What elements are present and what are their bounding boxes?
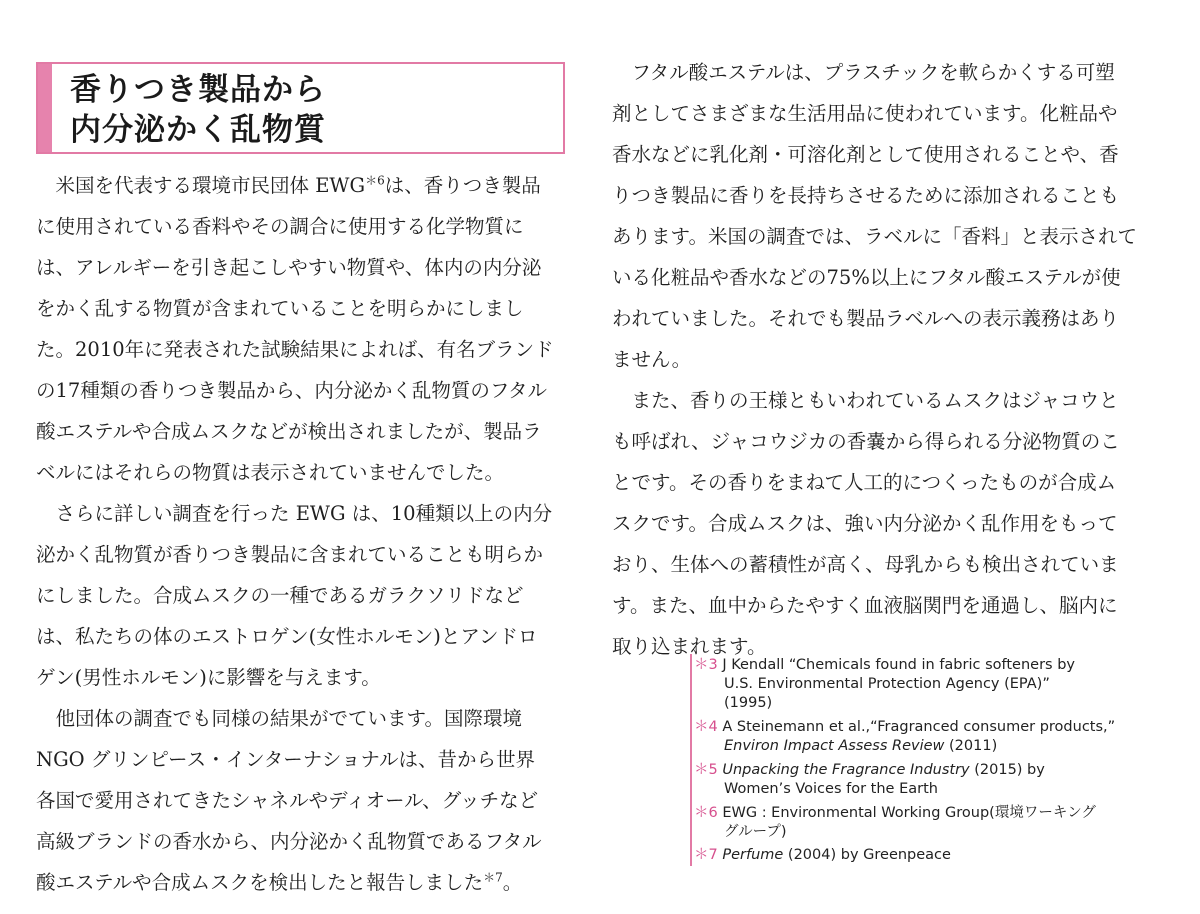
footnote-text: J Kendall “Chemicals found in fabric softeners by [722, 657, 1075, 673]
text-line: は、私たちの体のエストロゲン(女性ホルモン)とアンドロ [36, 625, 538, 648]
footnote-5 [694, 761, 1045, 799]
section-heading-box [36, 62, 565, 154]
footnote-line: (1995) [724, 695, 773, 711]
footnote-mark: ＊5 [694, 762, 718, 778]
footnote-line: グループ) [724, 824, 787, 840]
paragraph-phthalates [612, 52, 1157, 380]
text-line: 高級ブランドの香水から、内分泌かく乱物質であるフタル [36, 830, 542, 853]
paragraph-ewg [36, 165, 576, 493]
footnote-line [694, 804, 1096, 823]
text-line: ベルにはそれらの物質は表示されていませんでした。 [36, 461, 505, 484]
footnote-line [694, 737, 1115, 756]
text-run: は、香りつき製品 [384, 174, 541, 197]
footnote-mark: ＊4 [694, 719, 718, 735]
text-line [36, 165, 576, 206]
footnote-text: A Steinemann et al.,“Fragranced consumer products,” [722, 719, 1116, 735]
paragraph-musk [612, 380, 1157, 667]
text-line: は、アレルギーを引き起こしやすい物質や、体内の内分泌 [36, 256, 542, 279]
footnote-3 [694, 656, 1075, 713]
text-line: にしました。合成ムスクの一種であるガラクソリドなど [36, 584, 524, 607]
footnote-line [694, 846, 951, 865]
footnote-7 [694, 846, 951, 865]
footnote-ref: ＊7 [483, 870, 503, 885]
text-line: 他団体の調査でも同様の結果がでています。国際環境 [36, 707, 522, 730]
text-line: われていました。それでも製品ラベルへの表示義務はあり [612, 307, 1120, 330]
text-line: の17種類の香りつき製品から、内分泌かく乱物質のフタル [36, 379, 547, 402]
report-title: Unpacking the Fragrance Industry [722, 762, 970, 778]
footnote-mark: ＊6 [694, 805, 718, 821]
journal-title: Environ Impact Assess Review [724, 738, 945, 754]
text-line: スクです。合成ムスクは、強い内分泌かく乱作用をもって [612, 512, 1118, 535]
footnote-6 [694, 804, 1096, 842]
text-line: す。また、血中からたやすく血液脳関門を通過し、脳内に [612, 594, 1118, 617]
heading-line-1: 香りつき製品から [70, 72, 326, 108]
text-line: また、香りの王様ともいわれているムスクはジャコウと [612, 389, 1119, 412]
text-line: をかく乱する物質が含まれていることを明らかにしまし [36, 297, 524, 320]
footnote-line [694, 718, 1115, 737]
text-line: りつき製品に香りを長持ちさせるために添加されることも [612, 184, 1120, 207]
report-title: Perfume [722, 847, 784, 863]
paragraph-greenpeace [36, 698, 576, 903]
text-line: 泌かく乱物質が香りつき製品に含まれていることも明らか [36, 543, 544, 566]
text-line [36, 862, 576, 903]
text-line: ゲン(男性ホルモン)に影響を与えます。 [36, 666, 381, 689]
text-line: NGO グリンピース・インターナショナルは、昔から世界 [36, 748, 536, 771]
footnote-ref: ＊6 [365, 173, 385, 188]
text-line: に使用されている香料やその調合に使用する化学物質に [36, 215, 524, 238]
text-line: 香水などに乳化剤・可溶化剤として使用されることや、香 [612, 143, 1119, 166]
footnote-text: (2015) by [969, 762, 1045, 778]
text-line: さらに詳しい調査を行った EWG は、10種類以上の内分 [36, 502, 553, 525]
footnote-line: Women’s Voices for the Earth [724, 781, 938, 797]
text-run: 。 [502, 871, 523, 894]
text-line: おり、生体への蓄積性が高く、母乳からも検出されていま [612, 553, 1119, 576]
text-line: とです。その香りをまねて人工的につくったものが合成ム [612, 471, 1117, 494]
text-line: も呼ばれ、ジャコウジカの香嚢から得られる分泌物質のこ [612, 430, 1120, 453]
footnote-mark: ＊7 [694, 847, 718, 863]
text-line: あります。米国の調査では、ラベルに「香料」と表示されて [612, 225, 1137, 248]
footnote-text: (2011) [944, 738, 998, 754]
text-run: 酸エステルや合成ムスクを検出したと報告しました [36, 871, 484, 894]
heading-line-2: 内分泌かく乱物質 [70, 112, 326, 148]
section-heading [70, 70, 326, 150]
text-run: 米国を代表する環境市民団体 EWG [36, 174, 366, 197]
text-line: た。2010年に発表された試験結果によれば、有名ブランド [36, 338, 554, 361]
footnote-text: (2004) by Greenpeace [783, 847, 951, 863]
text-line: 酸エステルや合成ムスクなどが検出されましたが、製品ラ [36, 420, 542, 443]
text-line: 取り込まれます。 [612, 635, 767, 658]
right-column [612, 52, 1157, 667]
footnote-4 [694, 718, 1115, 756]
footnote-line [694, 656, 1075, 675]
paragraph-ewg-followup [36, 493, 576, 698]
footnote-line: U.S. Environmental Protection Agency (EPA)” [724, 676, 1050, 692]
footnote-line [694, 761, 1045, 780]
left-column [36, 165, 576, 903]
text-line: 剤としてさまざまな生活用品に使われています。化粧品や [612, 102, 1118, 125]
heading-accent-bar [38, 64, 52, 152]
text-line: ません。 [612, 348, 692, 371]
footnote-text: EWG : Environmental Working Group(環境ワーキング [722, 805, 1096, 821]
text-line: フタル酸エステルは、プラスチックを軟らかくする可塑 [612, 61, 1115, 84]
text-line: 各国で愛用されてきたシャネルやディオール、グッチなど [36, 789, 539, 812]
text-line: いる化粧品や香水などの75%以上にフタル酸エステルが使 [612, 266, 1121, 289]
footnote-mark: ＊3 [694, 657, 718, 673]
